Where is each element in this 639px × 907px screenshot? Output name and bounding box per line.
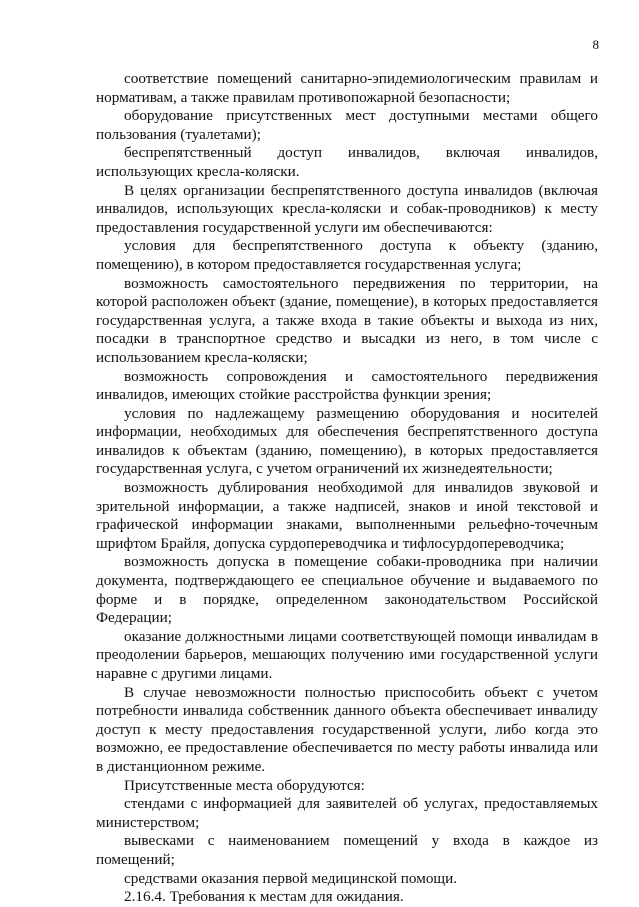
paragraph: оказание должностными лицами соответствующей помощи инвалидам в преодолении барьеров, мешающих получению ими государственной услуги наравне с другими лицами.	[96, 627, 598, 682]
paragraph: возможность самостоятельного передвижения по территории, на которой расположен объект (здание, помещение), в которых предоставляется государственная услуга, а также входа в такие объекты и выхода из них, посадки в транспортное средство и высадки из него, в том числе с использованием кресла-коляски;	[96, 274, 598, 366]
paragraph: средствами оказания первой медицинской помощи.	[124, 869, 458, 887]
document-body	[96, 70, 598, 907]
paragraph: Присутственные места оборудуются:	[124, 776, 365, 794]
paragraph: соответствие помещений санитарно-эпидемиологическим правилам и нормативам, а также правилам противопожарной безопасности;	[96, 70, 598, 106]
page-number: 8	[592, 37, 599, 52]
paragraph: возможность дублирования необходимой для инвалидов звуковой и зрительной информации, а также надписей, знаков и иной текстовой и графической информации знаками, выполненными рельефно-точечным шрифтом Брайля, допуска сурдопереводчика и тифлосурдопереводчика;	[96, 479, 598, 552]
paragraph: возможность сопровождения и самостоятельного передвижения инвалидов, имеющих стойкие расстройства функции зрения;	[96, 367, 598, 404]
paragraph: возможность допуска в помещение собаки-проводника при наличии документа, подтверждающего ее специальное обучение и выдаваемого по форме и в порядке, определенном законодательством Российской Федерации;	[96, 553, 598, 627]
paragraph: В случае невозможности полностью приспособить объект с учетом потребности инвалида собственник данного объекта обеспечивает инвалиду доступ к месту предоставления государственной услуги, либо когда это возможно, ее предоставление обеспечивается по месту работы инвалида или в дистанционном режиме.	[96, 683, 598, 775]
paragraph: условия по надлежащему размещению оборудования и носителей информации, необходимых для обеспечения беспрепятственного доступа инвалидов к объектам (зданию, помещению), в которых предоставляется государственная услуга, с учетом ограничений их жизнедеятельности;	[96, 404, 598, 478]
paragraph: вывесками с наименованием помещений у входа в каждое из помещений;	[96, 832, 598, 868]
section-heading: 2.16.4. Требования к местам для ожидания.	[124, 888, 404, 906]
paragraph: В целях организации беспрепятственного доступа инвалидов (включая инвалидов, использующих кресла-коляски и собак-проводников) к месту предоставления государственной услуги им обеспечиваются:	[96, 181, 598, 236]
paragraph: условия для беспрепятственного доступа к объекту (зданию, помещению), в котором предоставляется государственная услуга;	[96, 237, 598, 273]
paragraph: беспрепятственный доступ инвалидов, включая инвалидов, использующих кресла-коляски.	[96, 144, 598, 180]
paragraph: стендами с информацией для заявителей об услугах, предоставляемых министерством;	[96, 795, 598, 831]
paragraph: оборудование присутственных мест доступными местами общего пользования (туалетами);	[96, 107, 598, 143]
